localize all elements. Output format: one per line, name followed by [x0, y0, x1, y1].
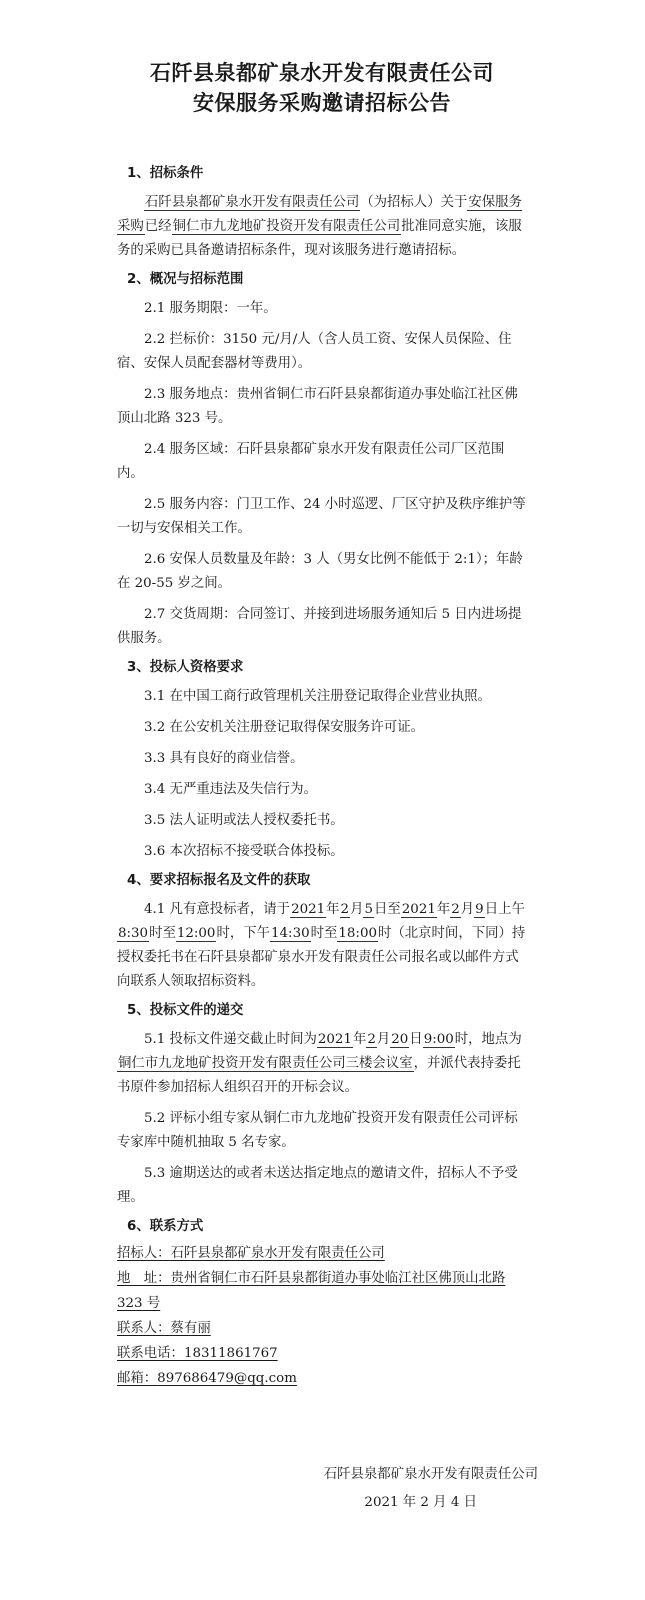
list-item: 2.6 安保人员数量及年龄：3 人（男女比例不能低于 2:1）；年龄在 20-55 岁之间。 — [117, 552, 523, 591]
contact-address: 地 址：贵州省铜仁市石阡县泉都街道办事处临江社区佛顶山北路 323 号 — [117, 1271, 506, 1311]
contact-phone: 联系电话：18311861767 — [117, 1346, 278, 1361]
email-link[interactable]: 897686479@qq.com — [157, 1371, 297, 1386]
signature-company: 石阡县泉都矿泉水开发有限责任公司 — [323, 1467, 538, 1482]
section-1-paragraph: 石阡县泉都矿泉水开发有限责任公司（为招标人）关于安保服务采购已经铜仁市九龙地矿投资开发有限责任公司批准同意实施，该服务的采购已具备邀请招标条件，现对该服务进行邀请招标。 — [117, 195, 522, 258]
section-5-paragraph-3: 5.3 逾期送达的或者未送达指定地点的邀请文件，招标人不予受理。 — [117, 1166, 518, 1205]
list-item: 3.3 具有良好的商业信誉。 — [144, 751, 304, 766]
list-item: 2.5 服务内容：门卫工作、24 小时巡逻、厂区守护及秩序维护等一切与安保相关工作。 — [117, 497, 526, 536]
list-item: 2.4 服务区域：石阡县泉都矿泉水开发有限责任公司厂区范围内。 — [117, 442, 505, 481]
notice-body — [117, 164, 527, 1391]
contact-tenderer: 招标人：石阡县泉都矿泉水开发有限责任公司 — [117, 1246, 385, 1261]
section-5-paragraph-1: 5.1 投标文件递交截止时间为2021年2月20日9:00时，地点为铜仁市九龙地矿投资开发有限责任公司三楼会议室，并派代表持委托书原件参加招标人组织召开的开标会议。 — [117, 1032, 522, 1095]
list-item: 2.2 拦标价：3150 元/月/人（含人员工资、安保人员保险、住宿、安保人员配套器材等费用）。 — [117, 332, 512, 371]
approver-name: 铜仁市九龙地矿投资开发有限责任公司 — [172, 219, 401, 234]
list-item: 3.6 本次招标不接受联合体投标。 — [144, 844, 344, 859]
list-item: 3.5 法人证明或法人授权委托书。 — [144, 813, 344, 828]
list-item: 2.7 交货周期：合同签订、并接到进场服务通知后 5 日内进场提供服务。 — [117, 607, 522, 646]
signature-date: 2021 年 2 月 4 日 — [364, 1495, 477, 1510]
list-item: 3.2 在公安机关注册登记取得保安服务许可证。 — [144, 720, 424, 735]
list-item: 3.1 在中国工商行政管理机关注册登记取得企业营业执照。 — [144, 689, 491, 704]
contact-block — [117, 1241, 527, 1391]
list-item: 2.1 服务期限：一年。 — [144, 301, 277, 316]
section-6-heading: 6、联系方式 — [127, 1219, 204, 1234]
section-5-paragraph-2: 5.2 评标小组专家从铜仁市九龙地矿投资开发有限责任公司评标专家库中随机抽取 5 名专家。 — [117, 1111, 518, 1150]
section-2-heading: 2、概况与招标范围 — [127, 272, 244, 287]
tenderer-name: 石阡县泉都矿泉水开发有限责任公司 — [145, 195, 360, 210]
submission-location: 铜仁市九龙地矿投资开发有限责任公司三楼会议室 — [118, 1056, 413, 1071]
contact-person: 联系人：蔡有丽 — [117, 1321, 211, 1336]
section-4-paragraph: 4.1 凡有意投标者，请于2021年2月5日至2021年2月9日上午8:30时至12:00时，下午14:30时至18:00时（北京时间，下同）持授权委托书在石阡县泉都矿泉水开发有限责任公司报名或以邮件方式向联系人领取招标资料。 — [117, 902, 526, 989]
contact-email: 邮箱：897686479@qq.com — [117, 1371, 297, 1386]
signature-block — [324, 1461, 538, 1517]
section-5-heading: 5、投标文件的递交 — [127, 1003, 244, 1018]
notice-title — [117, 0, 527, 118]
project-name: 安保服务采购 — [117, 195, 522, 234]
section-3-heading: 3、投标人资格要求 — [127, 660, 244, 675]
title-line-2: 安保服务采购邀请招标公告 — [193, 90, 451, 115]
list-item: 2.3 服务地点：贵州省铜仁市石阡县泉都街道办事处临江社区佛顶山北路 323 号。 — [117, 387, 518, 426]
title-line-1: 石阡县泉都矿泉水开发有限责任公司 — [150, 60, 494, 85]
section-4-heading: 4、要求招标报名及文件的获取 — [127, 873, 311, 888]
section-1-heading: 1、招标条件 — [127, 166, 204, 181]
list-item: 3.4 无严重违法及失信行为。 — [144, 782, 317, 797]
